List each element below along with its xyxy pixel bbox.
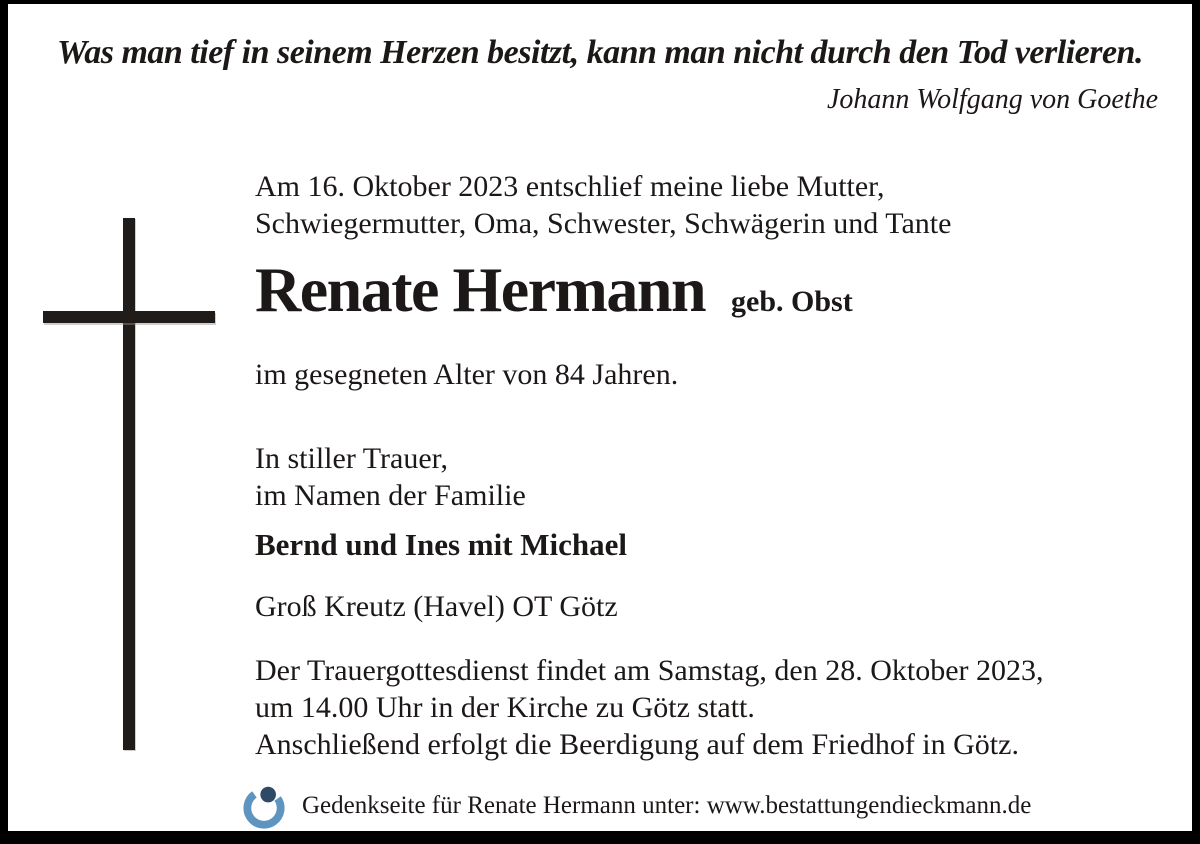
memorial-logo-dot	[260, 787, 276, 803]
name-row	[255, 254, 853, 325]
intro-line-2: Schwiegermutter, Oma, Schwester, Schwägerin und Tante	[255, 207, 952, 240]
memorial-quote: Was man tief in seinem Herzen besitzt, kann man nicht durch den Tod verlieren.	[57, 34, 1143, 71]
service-line-3: Anschließend erfolgt die Beerdigung auf dem Friedhof in Götz.	[255, 728, 1019, 761]
memorial-page-text: Gedenkseite für Renate Hermann unter: www.bestattungendieckmann.de	[302, 792, 1032, 819]
mourning-line-1: In stiller Trauer,	[255, 442, 448, 475]
memorial-logo-icon	[238, 782, 290, 830]
cross-vertical-bar	[123, 218, 135, 750]
family-names: Bernd und Ines mit Michael	[255, 527, 628, 562]
mourning-paragraph	[255, 440, 526, 514]
mourning-line-2: im Namen der Familie	[255, 479, 526, 512]
service-line-2: um 14.00 Uhr in der Kirche zu Götz statt.	[255, 691, 755, 724]
deceased-name: Renate Hermann	[255, 254, 706, 325]
service-paragraph	[255, 652, 1044, 763]
service-line-1: Der Trauergottesdienst findet am Samstag, den 28. Oktober 2023,	[255, 654, 1044, 687]
intro-paragraph	[255, 168, 951, 242]
location-line: Groß Kreutz (Havel) OT Götz	[255, 590, 618, 623]
quote-attribution: Johann Wolfgang von Goethe	[826, 84, 1158, 115]
maiden-name: geb. Obst	[731, 285, 853, 318]
cross-horizontal-bar	[43, 311, 215, 323]
age-line: im gesegneten Alter von 84 Jahren.	[255, 358, 679, 391]
memorial-footer	[238, 782, 1031, 830]
intro-line-1: Am 16. Oktober 2023 entschlief meine liebe Mutter,	[255, 170, 885, 203]
